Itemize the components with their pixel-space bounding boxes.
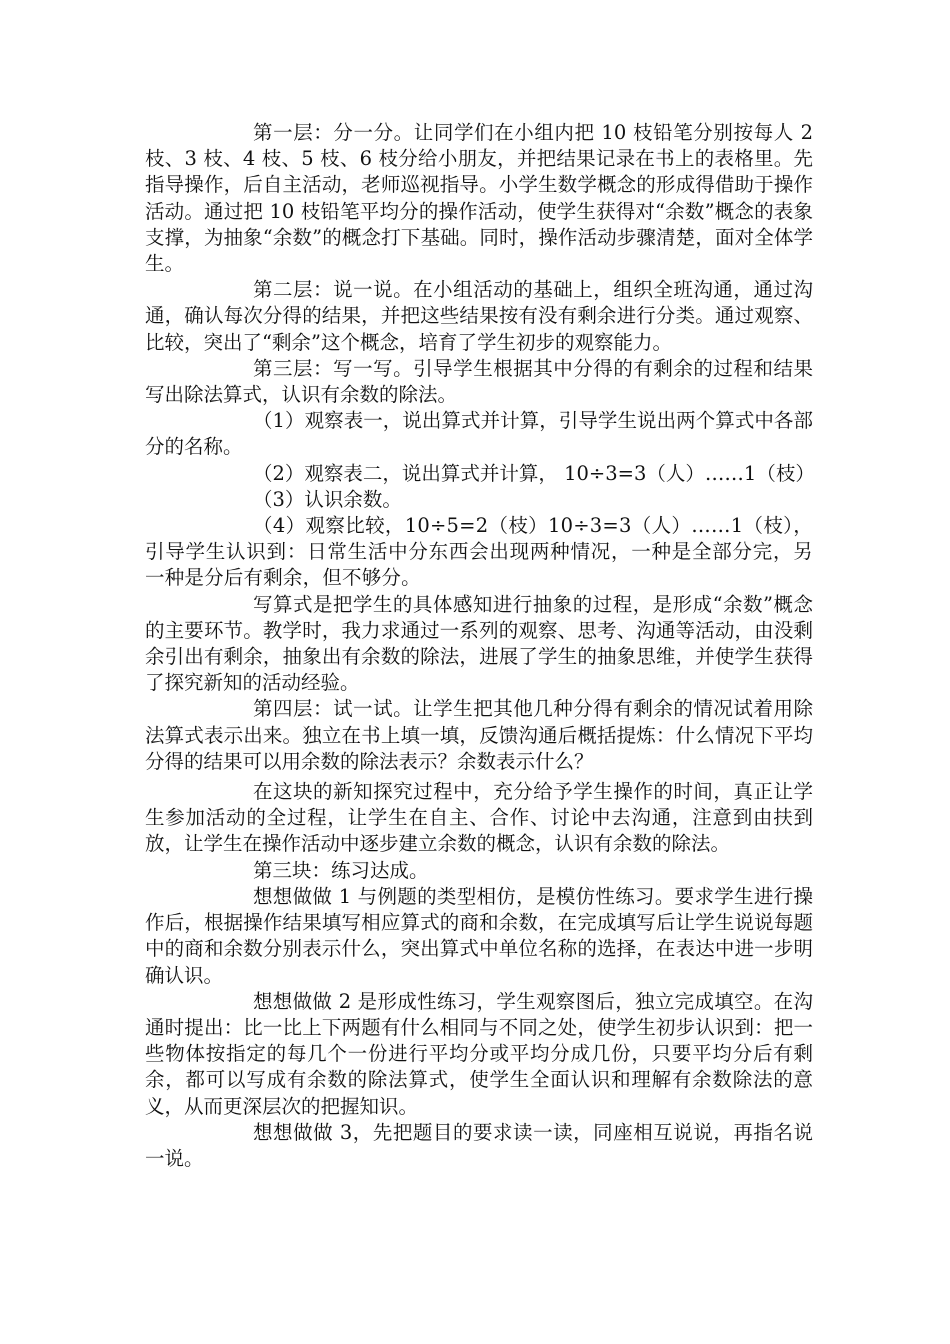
paragraph-step-4: （4）观察比较，10÷5=2（枝）10÷3=3（人）……1（枝），引导学生认识到：日常生活中分东西会出现两种情况，一种是全部分完，另一种是分后有剩余，但不够分。 bbox=[145, 514, 813, 590]
document-body bbox=[145, 120, 813, 1172]
paragraph-layer-three: 第三层：写一写。引导学生根据其中分得的有剩余的过程和结果写出除法算式，认识有余数的除法。 bbox=[145, 356, 813, 407]
paragraph-summary: 写算式是把学生的具体感知进行抽象的过程，是形成“余数”概念的主要环节。教学时，我力求通过一系列的观察、思考、沟通等活动，由没剩余引出有剩余，抽象出有余数的除法，进展了学生的抽象思维，并使学生获得了探究新知的活动经验。 bbox=[145, 592, 813, 695]
paragraph-step-3: （3）认识余数。 bbox=[253, 487, 402, 511]
paragraph-step-1: （1）观察表一，说出算式并计算，引导学生说出两个算式中各部分的名称。 bbox=[145, 409, 813, 459]
paragraph-layer-two: 第二层：说一说。在小组活动的基础上，组织全班沟通，通过沟通，确认每次分得的结果，并把这些结果按有没有剩余进行分类。通过观察、比较，突出了“剩余”这个概念，培育了学生初步的观察能力。 bbox=[145, 278, 813, 354]
section-heading-practice: 第三块：练习达成。 bbox=[253, 858, 429, 882]
paragraph-step-2: （2）观察表二，说出算式并计算， 10÷3=3（人）……1（枝） bbox=[253, 461, 815, 485]
paragraph-exercise-3: 想想做做 3，先把题目的要求读一读，同座相互说说，再指名说一说。 bbox=[145, 1120, 813, 1170]
paragraph-exercise-2: 想想做做 2 是形成性练习，学生观察图后，独立完成填空。在沟通时提出：比一比上下两题有什么相同与不同之处，使学生初步认识到：把一些物体按指定的每几个一份进行平均分或平均分成几份，只要平均分后有剩余，都可以写成有余数的除法算式，使学生全面认识和理解有余数除法的意义，从而更深层次的把握知识。 bbox=[145, 989, 813, 1118]
paragraph-layer-four: 第四层：试一试。让学生把其他几种分得有剩余的情况试着用除法算式表示出来。独立在书上填一填，反馈沟通后概括提炼：什么情况下平均分得的结果可以用余数的除法表示？余数表示什么？ bbox=[145, 697, 813, 773]
paragraph-exploration: 在这块的新知探究过程中，充分给予学生操作的时间，真正让学生参加活动的全过程，让学生在自主、合作、讨论中去沟通，注意到由扶到放，让学生在操作活动中逐步建立余数的概念，认识有余数的除法。 bbox=[145, 780, 813, 856]
paragraph-layer-one: 第一层：分一分。让同学们在小组内把 10 枝铅笔分别按每人 2 枝、3 枝、4 枝、5 枝、6 枝分给小朋友，并把结果记录在书上的表格里。先指导操作，后自主活动，老师巡视指导。小学生数学概念的形成得借助于操作活动。通过把 10 枝铅笔平均分的操作活动，使学生获得对“余数”概念的表象支撑，为抽象“余数”的概念打下基础。同时，操作活动步骤清楚，面对全体学生。 bbox=[145, 121, 813, 276]
paragraph-exercise-1: 想想做做 1 与例题的类型相仿，是模仿性练习。要求学生进行操作后，根据操作结果填写相应算式的商和余数，在完成填写后让学生说说每题中的商和余数分别表示什么，突出算式中单位名称的选择，在表达中进一步明确认识。 bbox=[145, 884, 813, 987]
